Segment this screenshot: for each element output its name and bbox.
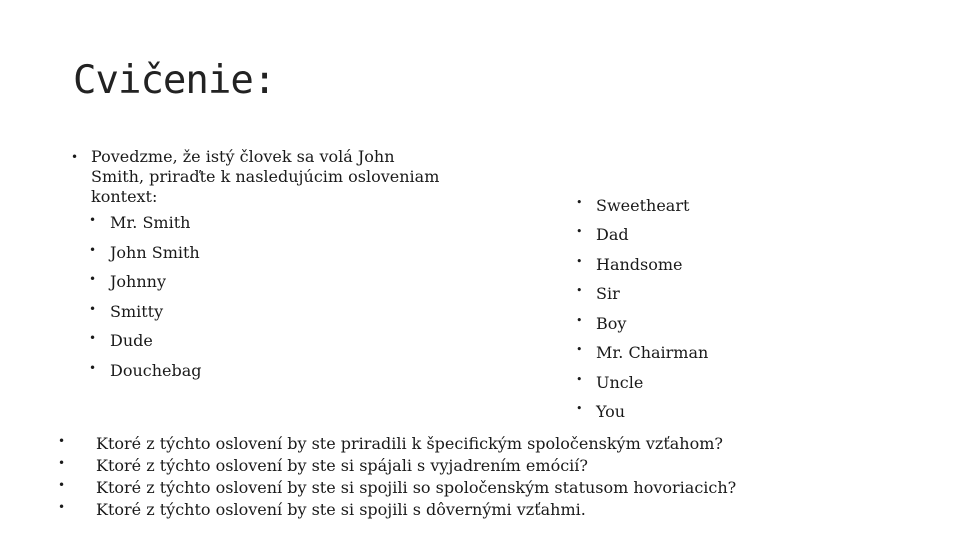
bullet-icon: • [576,225,583,238]
bullet-icon: • [576,373,583,386]
bullet-icon: • [89,243,97,257]
list-item-label: You [596,402,626,421]
list-item-label: Mr. Smith [110,213,191,232]
bullet-icon: • [576,255,583,268]
list-item-label: Johnny [110,272,166,291]
bullet-icon: • [89,361,97,375]
bullet-icon: • [58,478,66,492]
bullet-icon: • [58,500,66,514]
list-item-label: John Smith [110,243,200,262]
list-item-label: Sir [596,284,620,303]
bullet-icon: • [58,456,66,470]
bullet-icon: • [576,402,583,415]
list-item-label: Mr. Chairman [596,343,709,362]
question-text: Ktoré z týchto oslovení by ste si spojili so spoločenským statusom hovoriacich? [96,478,737,497]
list-item-label: Dad [596,225,629,244]
bullet-icon: • [89,272,97,286]
question-text: Ktoré z týchto oslovení by ste si spájali s vyjadrením emócií? [96,456,588,475]
intro-bullet [71,147,441,207]
bullet-icon: • [89,302,97,316]
bullet-icon: • [58,434,66,448]
list-item-label: Douchebag [110,361,202,380]
bullet-icon: • [89,331,97,345]
bullet-icon: • [576,314,583,327]
list-item-label: Sweetheart [596,196,690,215]
list-item-label: Smitty [110,302,164,321]
list-item-label: Boy [596,314,627,333]
question-text: Ktoré z týchto oslovení by ste priradili k špecifickým spoločenským vzťahom? [96,434,723,453]
list-item-label: Handsome [596,255,683,274]
list-item-label: Dude [110,331,153,350]
slide-title: Cvičenie: [73,58,276,103]
list-item-label: Uncle [596,373,644,392]
bullet-icon: • [576,284,583,297]
question-text: Ktoré z týchto oslovení by ste si spojili s dôvernými vzťahmi. [96,500,586,519]
bullet-icon: • [71,150,79,164]
bullet-icon: • [89,213,97,227]
bullet-icon: • [576,343,583,356]
bullet-icon: • [576,196,583,209]
intro-text: Povedzme, že istý človek sa volá John Smith, priraďte k nasledujúcim osloveniam kontext: [91,147,440,206]
